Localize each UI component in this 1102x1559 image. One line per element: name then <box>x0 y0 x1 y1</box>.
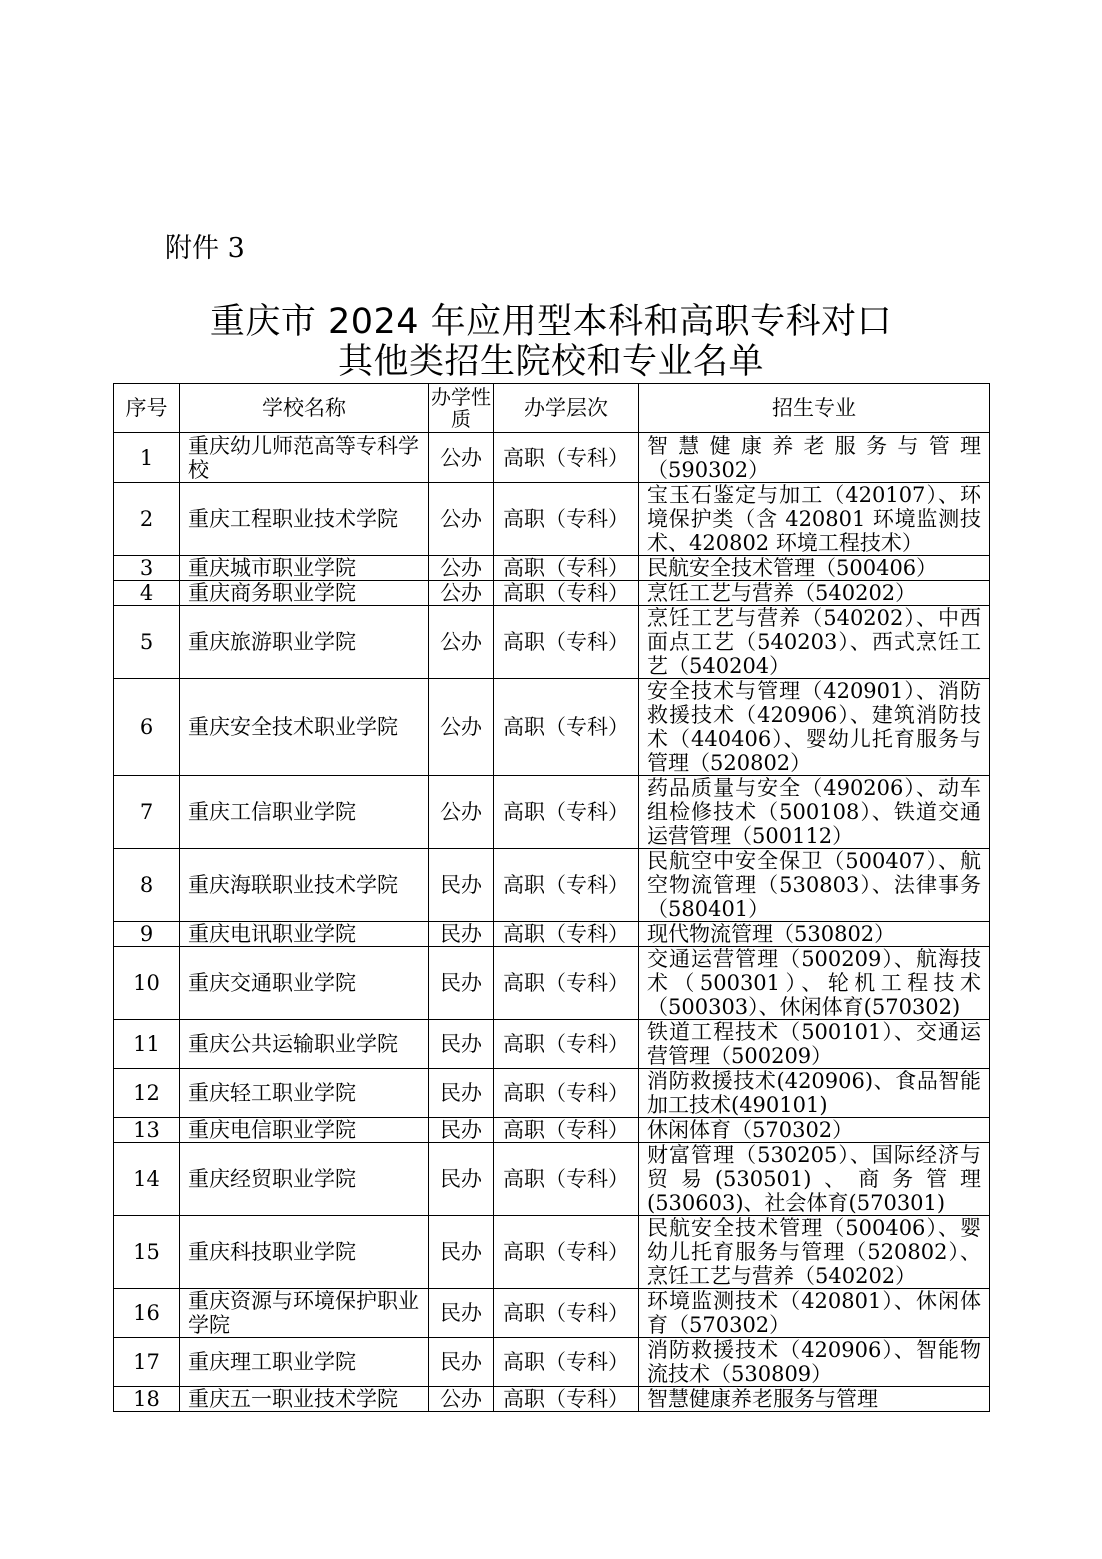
table-row <box>114 1338 990 1387</box>
row-nature: 公办 <box>429 1387 494 1412</box>
row-no: 3 <box>114 556 180 581</box>
table-row <box>114 1069 990 1118</box>
row-nature: 民办 <box>429 1289 494 1338</box>
row-level: 高职（专科） <box>494 1338 639 1387</box>
table-row <box>114 1020 990 1069</box>
row-nature: 民办 <box>429 947 494 1020</box>
row-no: 1 <box>114 433 180 483</box>
row-nature: 公办 <box>429 606 494 679</box>
row-no: 8 <box>114 849 180 922</box>
row-no: 17 <box>114 1338 180 1387</box>
row-nature: 公办 <box>429 776 494 849</box>
row-school: 重庆商务职业学院 <box>180 581 429 606</box>
row-level: 高职（专科） <box>494 776 639 849</box>
row-no: 2 <box>114 483 180 556</box>
row-no: 13 <box>114 1118 180 1143</box>
table-row <box>114 1289 990 1338</box>
row-majors: 民航安全技术管理（500406）、婴幼儿托育服务与管理（520802）、烹饪工艺与营养（540202） <box>639 1216 990 1289</box>
row-nature: 民办 <box>429 1118 494 1143</box>
row-majors: 民航安全技术管理（500406） <box>639 556 990 581</box>
header-level: 办学层次 <box>494 384 639 433</box>
row-no: 14 <box>114 1143 180 1216</box>
row-majors: 环境监测技术（420801）、休闲体育（570302） <box>639 1289 990 1338</box>
table-row <box>114 606 990 679</box>
row-school: 重庆轻工职业学院 <box>180 1069 429 1118</box>
row-nature: 公办 <box>429 556 494 581</box>
row-majors: 智慧健康养老服务与管理（590302） <box>639 433 990 483</box>
row-majors: 消防救援技术（420906）、智能物流技术（530809） <box>639 1338 990 1387</box>
row-nature: 公办 <box>429 433 494 483</box>
row-school: 重庆工程职业技术学院 <box>180 483 429 556</box>
row-nature: 公办 <box>429 483 494 556</box>
row-school: 重庆资源与环境保护职业学院 <box>180 1289 429 1338</box>
row-no: 5 <box>114 606 180 679</box>
row-majors: 民航空中安全保卫（500407）、航空物流管理（530803）、法律事务（580401） <box>639 849 990 922</box>
row-level: 高职（专科） <box>494 606 639 679</box>
row-nature: 公办 <box>429 679 494 776</box>
row-level: 高职（专科） <box>494 433 639 483</box>
row-school: 重庆公共运输职业学院 <box>180 1020 429 1069</box>
header-majors: 招生专业 <box>639 384 990 433</box>
row-majors: 消防救援技术(420906)、食品智能加工技术(490101) <box>639 1069 990 1118</box>
row-school: 重庆电信职业学院 <box>180 1118 429 1143</box>
row-school: 重庆五一职业技术学院 <box>180 1387 429 1412</box>
row-nature: 民办 <box>429 1020 494 1069</box>
row-level: 高职（专科） <box>494 1387 639 1412</box>
table-row <box>114 849 990 922</box>
row-level: 高职（专科） <box>494 581 639 606</box>
header-no: 序号 <box>114 384 180 433</box>
row-no: 16 <box>114 1289 180 1338</box>
row-school: 重庆电讯职业学院 <box>180 922 429 947</box>
table-row <box>114 776 990 849</box>
table-row <box>114 1118 990 1143</box>
row-school: 重庆科技职业学院 <box>180 1216 429 1289</box>
row-majors: 智慧健康养老服务与管理 <box>639 1387 990 1412</box>
table-row <box>114 556 990 581</box>
row-majors: 药品质量与安全（490206）、动车组检修技术（500108）、铁道交通运营管理（500112） <box>639 776 990 849</box>
row-majors: 交通运营管理（500209）、航海技术（500301）、轮机工程技术（500303）、休闲体育(570302) <box>639 947 990 1020</box>
row-level: 高职（专科） <box>494 556 639 581</box>
row-level: 高职（专科） <box>494 1289 639 1338</box>
row-majors: 烹饪工艺与营养（540202） <box>639 581 990 606</box>
header-school: 学校名称 <box>180 384 429 433</box>
row-nature: 民办 <box>429 849 494 922</box>
row-level: 高职（专科） <box>494 1118 639 1143</box>
row-nature: 民办 <box>429 1143 494 1216</box>
table-row <box>114 1216 990 1289</box>
row-school: 重庆理工职业学院 <box>180 1338 429 1387</box>
row-school: 重庆安全技术职业学院 <box>180 679 429 776</box>
table-row <box>114 1387 990 1412</box>
header-nature: 办学性质 <box>429 384 494 433</box>
row-school: 重庆工信职业学院 <box>180 776 429 849</box>
table-row <box>114 483 990 556</box>
table-row <box>114 679 990 776</box>
row-no: 12 <box>114 1069 180 1118</box>
row-level: 高职（专科） <box>494 947 639 1020</box>
row-school: 重庆经贸职业学院 <box>180 1143 429 1216</box>
row-level: 高职（专科） <box>494 1069 639 1118</box>
row-school: 重庆海联职业技术学院 <box>180 849 429 922</box>
table-row <box>114 1143 990 1216</box>
row-school: 重庆旅游职业学院 <box>180 606 429 679</box>
row-majors: 休闲体育（570302） <box>639 1118 990 1143</box>
row-nature: 民办 <box>429 1216 494 1289</box>
row-level: 高职（专科） <box>494 1020 639 1069</box>
row-level: 高职（专科） <box>494 679 639 776</box>
row-school: 重庆幼儿师范高等专科学校 <box>180 433 429 483</box>
row-nature: 民办 <box>429 922 494 947</box>
row-level: 高职（专科） <box>494 849 639 922</box>
row-level: 高职（专科） <box>494 922 639 947</box>
row-nature: 公办 <box>429 581 494 606</box>
document-title-line1: 重庆市 2024 年应用型本科和高职专科对口 <box>209 302 893 342</box>
row-majors: 财富管理（530205）、国际经济与贸易(530501)、商务管理(530603)、社会体育(570301) <box>639 1143 990 1216</box>
row-no: 18 <box>114 1387 180 1412</box>
document-title-line2: 其他类招生院校和专业名单 <box>337 342 764 382</box>
row-majors: 烹饪工艺与营养（540202）、中西面点工艺（540203）、西式烹饪工艺（540204） <box>639 606 990 679</box>
row-majors: 现代物流管理（530802） <box>639 922 990 947</box>
schools-majors-table <box>113 383 990 1412</box>
row-school: 重庆交通职业学院 <box>180 947 429 1020</box>
table-row <box>114 922 990 947</box>
row-no: 6 <box>114 679 180 776</box>
attachment-label: 附件 3 <box>165 233 245 264</box>
row-no: 7 <box>114 776 180 849</box>
table-header-row <box>114 384 990 433</box>
row-level: 高职（专科） <box>494 1216 639 1289</box>
row-nature: 民办 <box>429 1069 494 1118</box>
table-row <box>114 433 990 483</box>
row-no: 4 <box>114 581 180 606</box>
row-school: 重庆城市职业学院 <box>180 556 429 581</box>
table-row <box>114 581 990 606</box>
row-no: 15 <box>114 1216 180 1289</box>
row-majors: 安全技术与管理（420901）、消防救援技术（420906）、建筑消防技术（440406）、婴幼儿托育服务与管理（520802） <box>639 679 990 776</box>
row-nature: 民办 <box>429 1338 494 1387</box>
row-no: 11 <box>114 1020 180 1069</box>
row-level: 高职（专科） <box>494 1143 639 1216</box>
row-level: 高职（专科） <box>494 483 639 556</box>
row-no: 10 <box>114 947 180 1020</box>
row-majors: 宝玉石鉴定与加工（420107）、环境保护类（含 420801 环境监测技术、420802 环境工程技术） <box>639 483 990 556</box>
table-row <box>114 947 990 1020</box>
row-majors: 铁道工程技术（500101）、交通运营管理（500209） <box>639 1020 990 1069</box>
row-no: 9 <box>114 922 180 947</box>
